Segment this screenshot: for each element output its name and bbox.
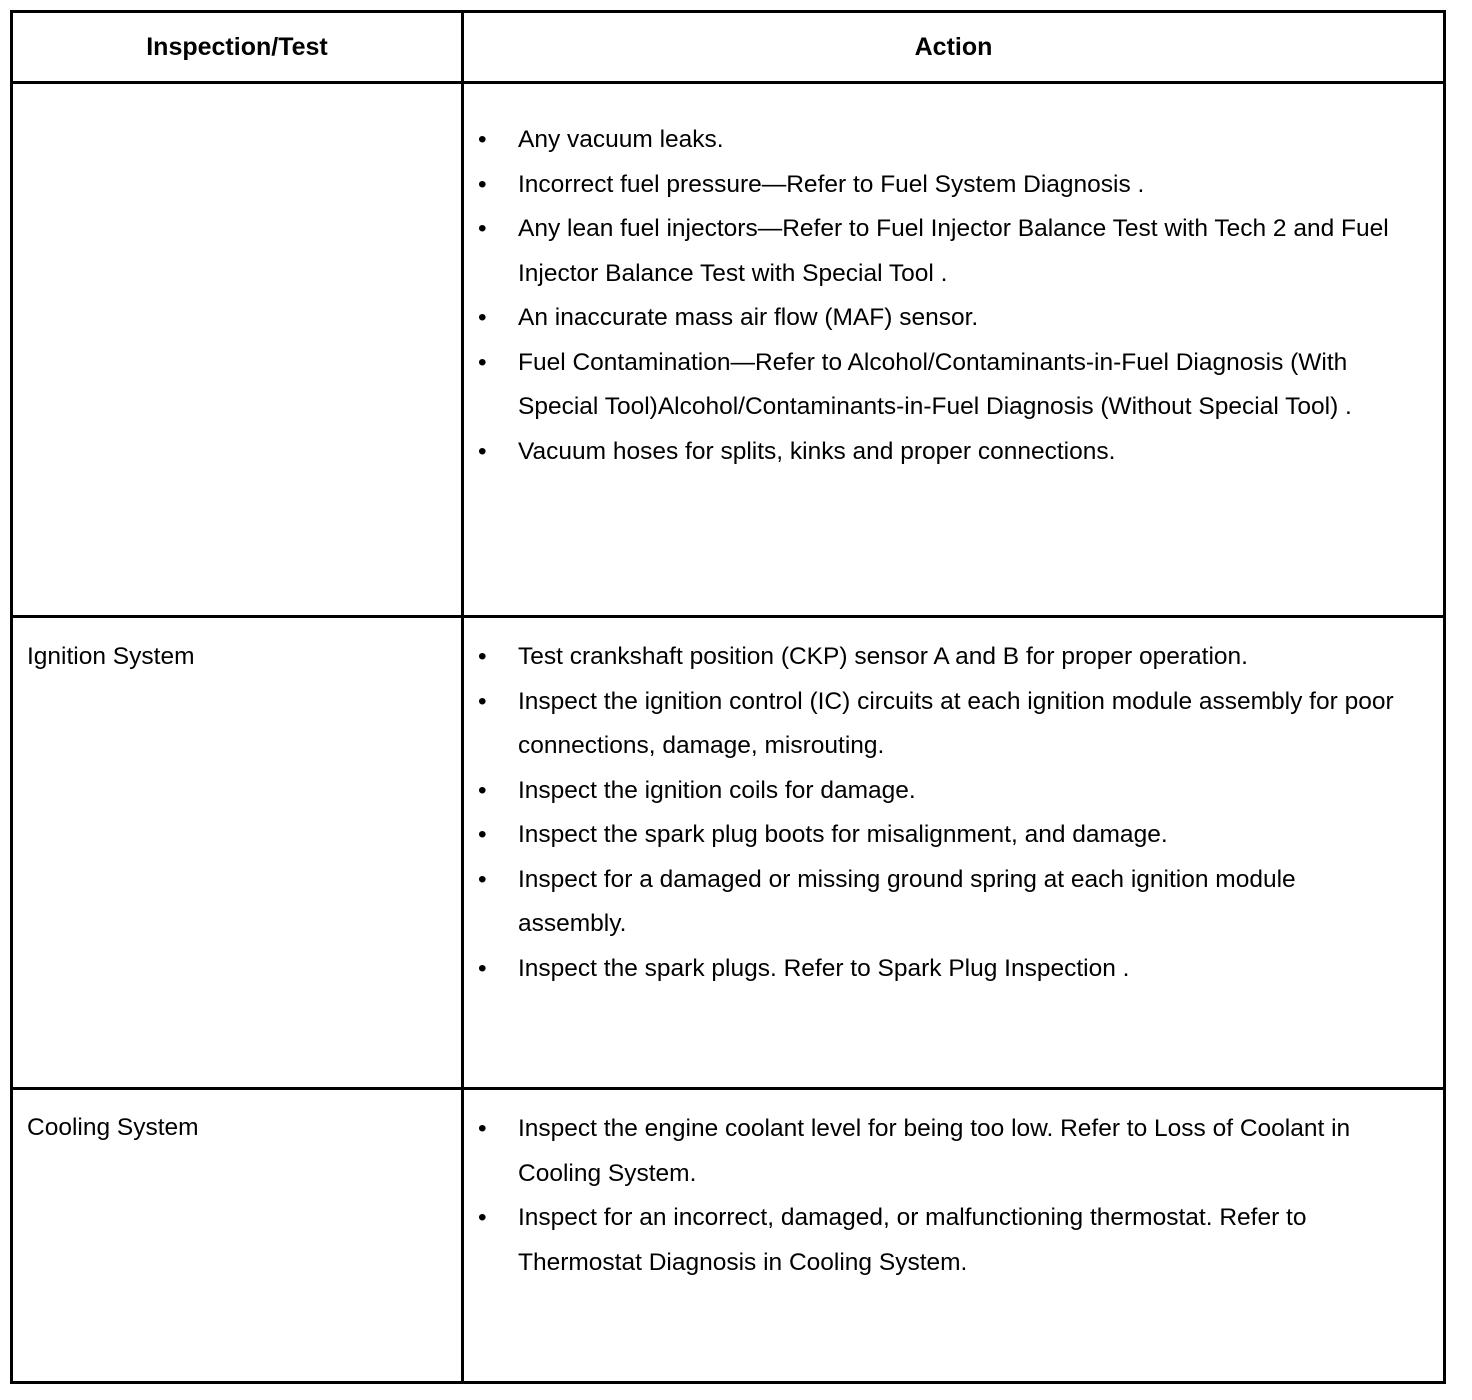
diagnostic-table [10,10,1446,1384]
bullet: • [478,304,487,331]
bullet: • [478,643,487,670]
bullet: • [478,126,487,153]
bullet: • [478,776,487,804]
list-item: • Inspect for a damaged or missing ground spring at each ignition module assembly. [478,858,1408,947]
list-item: • Inspect for an incorrect, damaged, or malfunctioning thermostat. Refer to Thermostat Diagnosis in Cooling System. [478,1196,1408,1285]
bullet: • [478,170,487,198]
row-label-cooling-system: Cooling System [27,1114,199,1141]
list-item: • Inspect the ignition control (IC) circuits at each ignition module assembly for poor connections, damage, misrouting. [478,680,1408,769]
action-list [478,635,1408,991]
row-label-ignition-system: Ignition System [27,643,195,670]
list-item: • Test crankshaft position (CKP) sensor A and B for proper operation. [478,635,1408,680]
bullet: • [478,687,487,715]
row-divider [13,615,1443,618]
list-item: • Inspect the spark plugs. Refer to Spark Plug Inspection . [478,947,1408,992]
list-item: • Fuel Contamination—Refer to Alcohol/Contaminants-in-Fuel Diagnosis (With Special Tool)Alcohol/Contaminants-in-Fuel Diagnosis (Without Special Tool) . [478,341,1408,430]
bullet: • [478,821,487,848]
list-item: • Any vacuum leaks. [478,118,1408,163]
header-divider [13,81,1443,84]
bullet: • [478,1115,487,1142]
list-item: • Inspect the ignition coils for damage. [478,769,1408,814]
header-action: Action [914,32,993,61]
list-item: • Inspect the spark plug boots for misalignment, and damage. [478,813,1408,858]
bullet: • [478,215,487,242]
list-item: • Vacuum hoses for splits, kinks and proper connections. [478,430,1408,475]
header-inspection-test: Inspection/Test [146,32,328,61]
list-item: • Any lean fuel injectors—Refer to Fuel Injector Balance Test with Tech 2 and Fuel Injector Balance Test with Special Tool . [478,207,1408,296]
column-divider [461,13,464,1381]
bullet: • [478,348,487,376]
list-item: • Inspect the engine coolant level for being too low. Refer to Loss of Coolant in Cooling System. [478,1107,1408,1196]
bullet: • [478,954,487,982]
list-item: • Incorrect fuel pressure—Refer to Fuel System Diagnosis . [478,163,1408,208]
action-list [478,118,1408,474]
bullet: • [478,865,487,893]
bullet: • [478,437,487,465]
list-item: • An inaccurate mass air flow (MAF) sensor. [478,296,1408,341]
action-list [478,1107,1408,1285]
bullet: • [478,1204,487,1231]
row-divider [13,1087,1443,1090]
